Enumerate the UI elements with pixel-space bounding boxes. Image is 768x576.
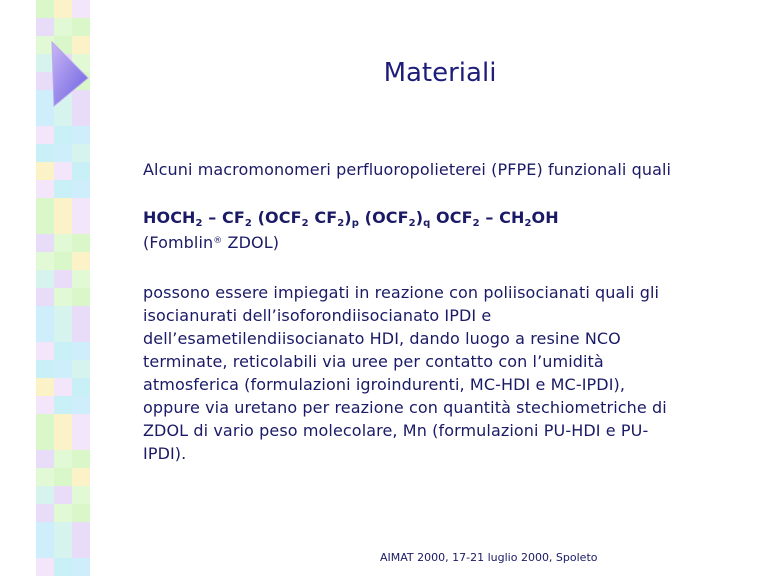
bar-tile xyxy=(54,558,72,576)
bar-tile xyxy=(72,0,90,18)
bar-tile xyxy=(54,504,72,522)
bar-tile xyxy=(36,468,54,486)
bar-tile xyxy=(54,216,72,234)
bar-tile xyxy=(36,396,54,414)
bar-tile xyxy=(54,270,72,288)
bar-tile xyxy=(36,18,54,36)
body-line: dell’esametilendiisocianato HDI, dando luogo a resine NCO xyxy=(143,329,621,348)
bar-tile xyxy=(36,216,54,234)
bar-tile xyxy=(36,324,54,342)
bar-tile xyxy=(54,234,72,252)
bar-tile xyxy=(36,378,54,396)
bar-tile xyxy=(72,486,90,504)
bar-tile xyxy=(36,306,54,324)
body-line: atmosferica (formulazioni igroindurenti, MC-HDI e MC-IPDI), xyxy=(143,375,626,394)
bar-tile xyxy=(72,324,90,342)
bar-tile xyxy=(36,432,54,450)
bar-tile xyxy=(36,126,54,144)
bar-tile xyxy=(36,162,54,180)
bar-tile xyxy=(72,18,90,36)
bar-tile xyxy=(54,396,72,414)
bar-tile xyxy=(54,486,72,504)
bar-tile xyxy=(72,198,90,216)
body-paragraph xyxy=(143,281,728,465)
bar-tile xyxy=(36,270,54,288)
bar-tile xyxy=(72,306,90,324)
bar-tile xyxy=(36,540,54,558)
bar-tile xyxy=(72,396,90,414)
bar-tile xyxy=(36,522,54,540)
chemical-formula: $HOCH_2 - CF_2$ ($OCF_2$ $CF_2)_p$ $(OCF_2)_q$ $OCF_2 - CH_2OH$ xyxy=(143,208,559,229)
bar-tile xyxy=(54,450,72,468)
bar-tile xyxy=(72,378,90,396)
bar-tile xyxy=(72,180,90,198)
bar-tile xyxy=(54,468,72,486)
bar-tile xyxy=(54,18,72,36)
bar-tile xyxy=(54,198,72,216)
bar-tile xyxy=(72,252,90,270)
bar-tile xyxy=(36,180,54,198)
bar-tile xyxy=(54,360,72,378)
slide-title: Materiali xyxy=(383,58,497,88)
bar-tile xyxy=(54,180,72,198)
bar-tile xyxy=(54,306,72,324)
bar-tile xyxy=(72,108,90,126)
bar-tile xyxy=(72,450,90,468)
bar-tile xyxy=(36,414,54,432)
bar-tile xyxy=(72,234,90,252)
bar-tile xyxy=(54,324,72,342)
bar-tile xyxy=(36,450,54,468)
body-line: IPDI). xyxy=(143,444,187,463)
bar-tile xyxy=(72,270,90,288)
bar-tile xyxy=(72,342,90,360)
fomblin-note: (Fomblin® ZDOL) xyxy=(143,233,280,252)
bar-tile xyxy=(72,414,90,432)
body-line: oppure via uretano per reazione con quantità stechiometriche di xyxy=(143,398,667,417)
bar-tile xyxy=(36,504,54,522)
bar-tile xyxy=(54,522,72,540)
bar-tile xyxy=(54,162,72,180)
bar-tile xyxy=(72,540,90,558)
body-line: isocianurati dell’isoforondiisocianato IPDI e xyxy=(143,306,492,325)
bar-tile xyxy=(72,468,90,486)
footer-text: AIMAT 2000, 17-21 luglio 2000, Spoleto xyxy=(380,551,598,564)
triangle-bullet-icon xyxy=(48,40,90,110)
body-line: terminate, reticolabili via uree per contatto con l’umidità xyxy=(143,352,604,371)
bar-tile xyxy=(36,0,54,18)
intro-text: Alcuni macromonomeri perfluoropolieterei (PFPE) funzionali quali xyxy=(143,160,672,179)
bar-tile xyxy=(36,108,54,126)
bar-tile xyxy=(54,108,72,126)
bar-tile xyxy=(72,558,90,576)
bar-tile xyxy=(72,126,90,144)
bar-tile xyxy=(54,0,72,18)
bar-tile xyxy=(54,144,72,162)
bar-tile xyxy=(36,144,54,162)
bar-tile xyxy=(36,288,54,306)
bar-tile xyxy=(36,360,54,378)
bar-tile xyxy=(36,198,54,216)
bar-tile xyxy=(54,414,72,432)
bar-tile xyxy=(54,126,72,144)
bar-tile xyxy=(72,522,90,540)
bar-tile xyxy=(72,360,90,378)
bar-tile xyxy=(36,486,54,504)
body-line: ZDOL di vario peso molecolare, Mn (formulazioni PU-HDI e PU- xyxy=(143,421,649,440)
bar-tile xyxy=(72,216,90,234)
bar-tile xyxy=(54,342,72,360)
bar-tile xyxy=(72,144,90,162)
bar-tile xyxy=(54,540,72,558)
body-line: possono essere impiegati in reazione con poliisocianati quali gli xyxy=(143,283,660,302)
bar-tile xyxy=(36,234,54,252)
bar-tile xyxy=(72,162,90,180)
bar-tile xyxy=(72,288,90,306)
bar-tile xyxy=(36,558,54,576)
bar-tile xyxy=(36,252,54,270)
bar-tile xyxy=(36,342,54,360)
bar-tile xyxy=(54,288,72,306)
bar-tile xyxy=(72,504,90,522)
bar-tile xyxy=(54,378,72,396)
bar-tile xyxy=(54,432,72,450)
bar-tile xyxy=(54,252,72,270)
bar-tile xyxy=(72,432,90,450)
